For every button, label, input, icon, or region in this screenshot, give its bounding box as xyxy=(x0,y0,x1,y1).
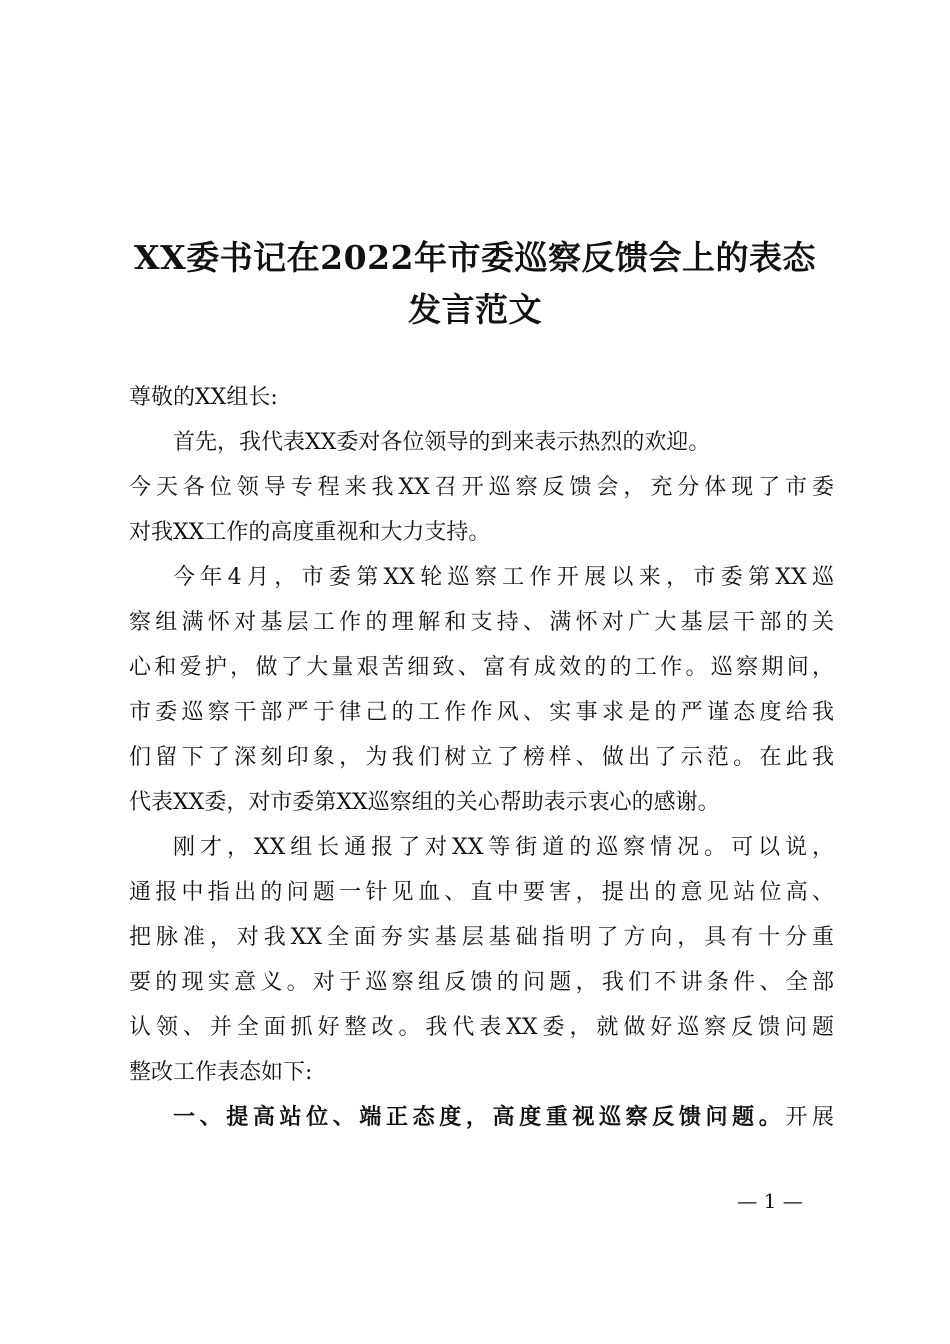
title-line: 发言范文 xyxy=(408,290,542,329)
salutation: 尊敬的XX组长: xyxy=(129,385,278,410)
document-title xyxy=(100,232,850,336)
paragraph-line: 整改工作表态如下: xyxy=(129,1060,313,1085)
paragraph-line: 们留下了深刻印象，为我们树立了榜样、做出了示范。在此我 xyxy=(129,745,834,770)
paragraph-line: 把脉准，对我XX全面夯实基层基础指明了方向，具有十分重 xyxy=(129,925,834,950)
paragraph-line: 察组满怀对基层工作的理解和支持、满怀对广大基层干部的关 xyxy=(129,610,834,635)
paragraph-line: 要的现实意义。对于巡察组反馈的问题，我们不讲条件、全部 xyxy=(129,970,834,995)
paragraph-line: 刚才，XX组长通报了对XX等街道的巡察情况。可以说， xyxy=(173,835,834,860)
section-heading-continuation: 开展 xyxy=(785,1105,834,1130)
paragraph-line: 首先，我代表XX委对各位领导的到来表示热烈的欢迎。 xyxy=(173,430,711,455)
page-number: — 1 — xyxy=(737,1189,803,1213)
title-line: XX委书记在2022年市委巡察反馈会上的表态 xyxy=(133,238,817,277)
paragraph-line: 代表XX委，对市委第XX巡察组的关心帮助表示衷心的感谢。 xyxy=(129,790,720,815)
paragraph-line: 通报中指出的问题一针见血、直中要害，提出的意见站位高、 xyxy=(129,880,834,905)
section-heading-line xyxy=(129,1095,834,1140)
paragraph-line: 心和爱护，做了大量艰苦细致、富有成效的的工作。巡察期间， xyxy=(129,655,834,680)
paragraph-line: 今年4月，市委第XX轮巡察工作开展以来，市委第XX巡 xyxy=(173,565,834,590)
section-heading: 一、提高站位、端正态度，高度重视巡察反馈问题。 xyxy=(173,1105,786,1130)
paragraph-line: 市委巡察干部严于律己的工作作风、实事求是的严谨态度给我 xyxy=(129,700,834,725)
document-body xyxy=(129,375,834,1140)
paragraph-line: 今天各位领导专程来我XX召开巡察反馈会，充分体现了市委 xyxy=(129,475,834,500)
paragraph-line: 认领、并全面抓好整改。我代表XX委，就做好巡察反馈问题 xyxy=(129,1015,834,1040)
paragraph-line: 对我XX工作的高度重视和大力支持。 xyxy=(129,520,491,545)
